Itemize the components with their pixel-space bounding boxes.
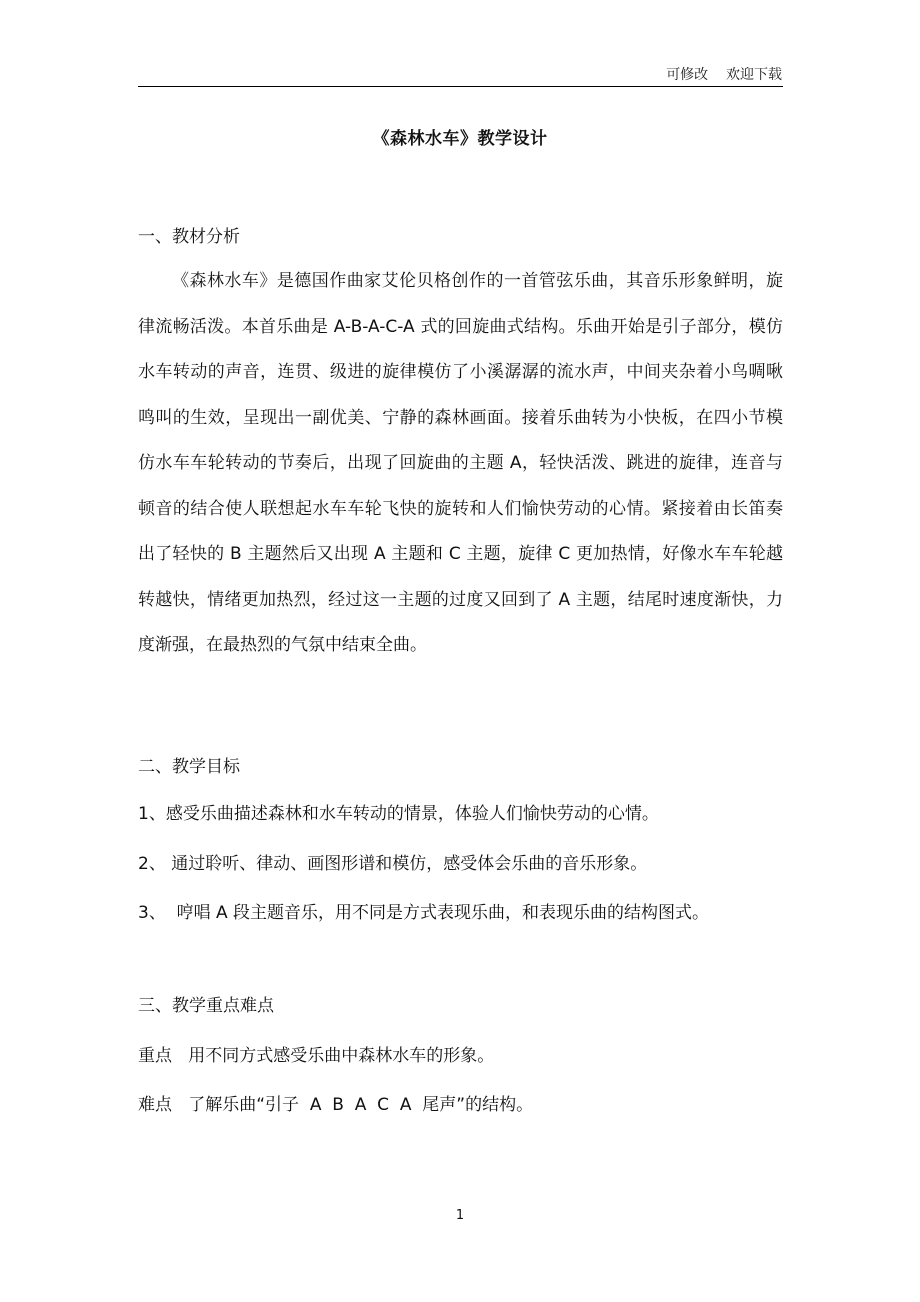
analysis-paragraph: 《森林水车》是德国作曲家艾伦贝格创作的一首管弦乐曲，其音乐形象鲜明，旋律流畅活泼。本首乐曲是 A-B-A-C-A 式的回旋曲式结构。乐曲开始是引子部分，模仿水车转动的声音，连贯、级进的旋律模仿了小溪潺潺的流水声，中间夹杂着小鸟啁啾鸣叫的生效，呈现出一副优美、宁静的森林画面。接着乐曲转为小快板，在四小节模仿水车车轮转动的节奏后，出现了回旋曲的主题 A，轻快活泼、跳进的旋律，连音与顿音的结合使人联想起水车车轮飞快的旋转和人们愉快劳动的心情。紧接着由长笛奏出了轻快的 B 主题然后又出现 A 主题和 C 主题，旋律 C 更加热情，好像水车车轮越转越快，情绪更加热烈，经过这一主题的过度又回到了 A 主题，结尾时速度渐快，力度渐强，在最热烈的气氛中结束全曲。 <box>138 271 783 655</box>
key-point-item: 重点 用不同方式感受乐曲中森林水车的形象。 <box>138 1046 495 1066</box>
section-heading-analysis: 一、教材分析 <box>138 227 240 247</box>
page-number: 1 <box>455 1208 465 1223</box>
difficulty-item: 难点 了解乐曲“引子 A B A C A 尾声”的结构。 <box>138 1095 534 1115</box>
goal-item-1: 1、感受乐曲描述森林和水车转动的情景，体验人们愉快劳动的心情。 <box>138 804 659 824</box>
header-text: 可修改 欢迎下载 <box>666 67 782 83</box>
section-heading-goals: 二、教学目标 <box>138 757 240 777</box>
document-title: 《森林水车》教学设计 <box>372 129 548 149</box>
header-divider <box>138 86 783 87</box>
goal-item-3: 3、 哼唱 A 段主题音乐，用不同是方式表现乐曲，和表现乐曲的结构图式。 <box>138 903 710 923</box>
section-heading-key-points: 三、教学重点难点 <box>138 996 274 1016</box>
goal-item-2: 2、 通过聆听、律动、画图形谱和模仿，感受体会乐曲的音乐形象。 <box>138 854 648 874</box>
